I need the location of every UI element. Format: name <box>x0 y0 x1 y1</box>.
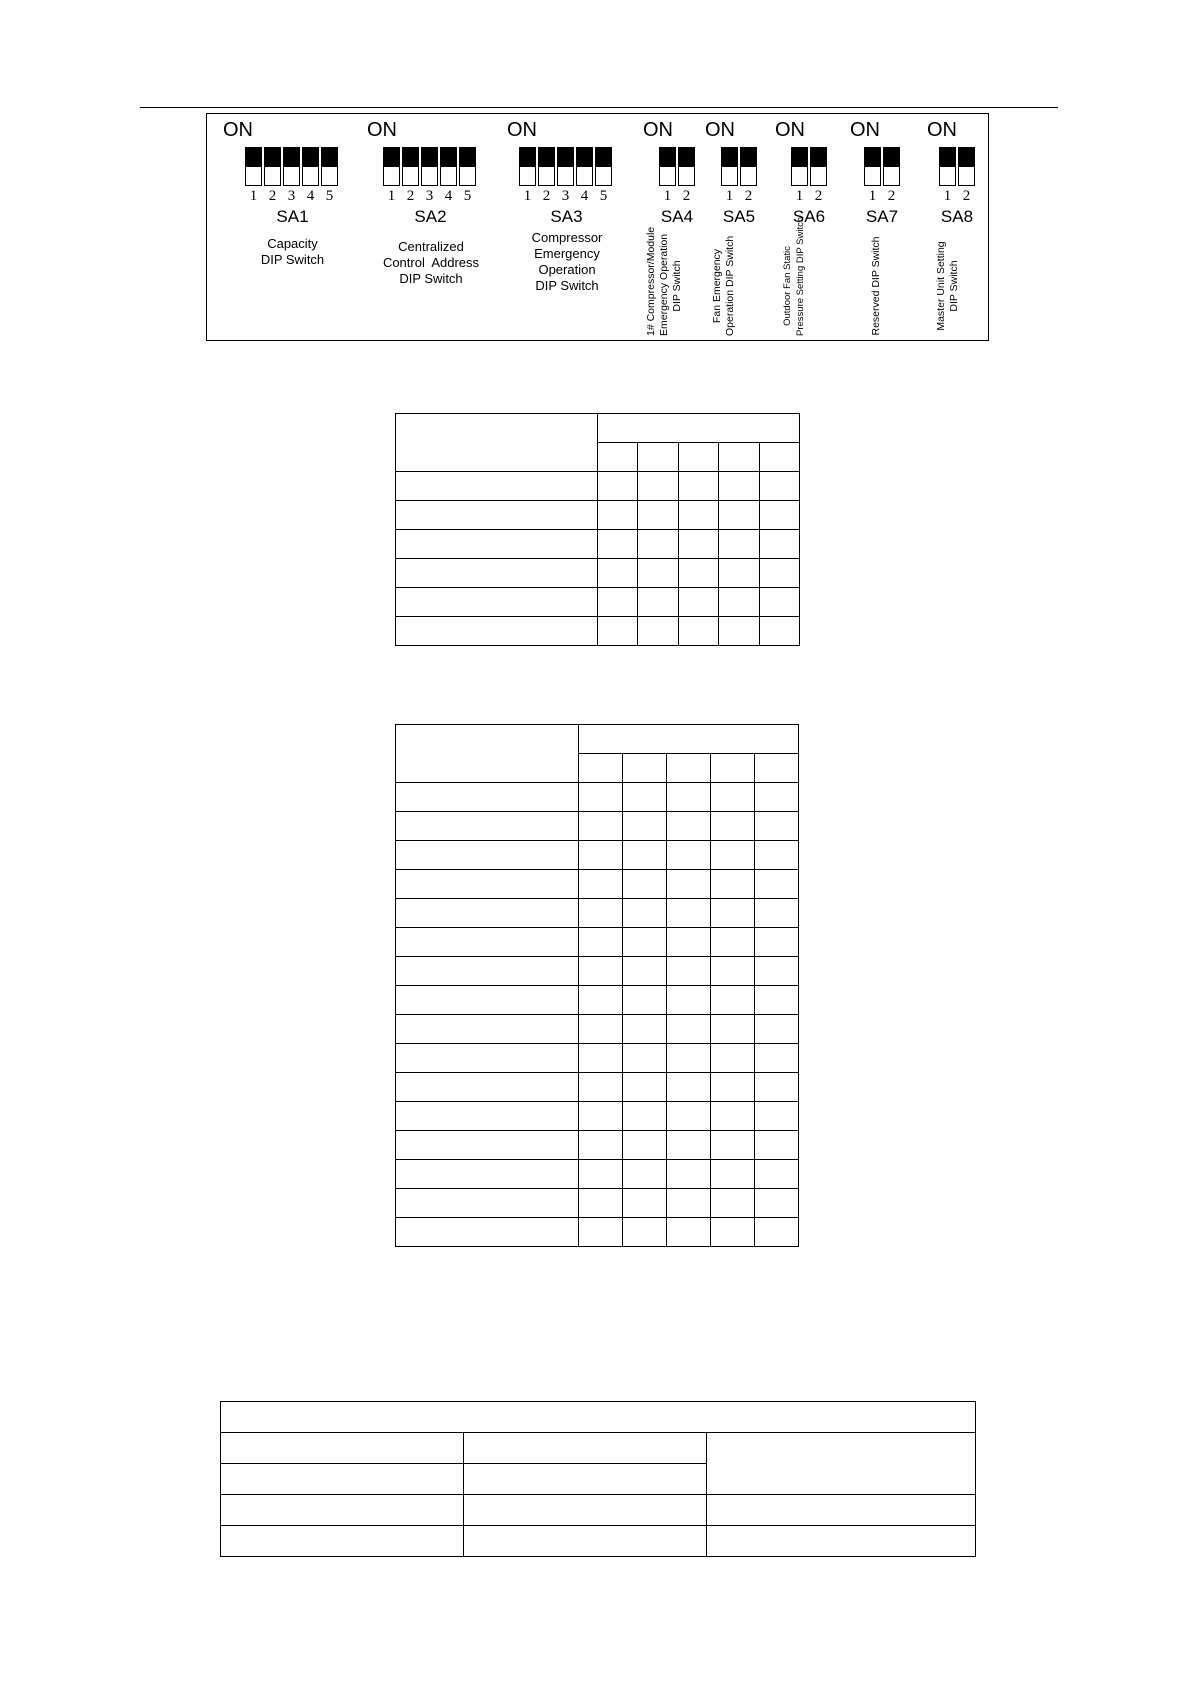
table-row <box>396 899 799 928</box>
table-cell <box>464 1464 707 1495</box>
table-cell <box>638 472 678 501</box>
switch-group-label: SA5 <box>722 207 756 226</box>
table-cell <box>711 1102 755 1131</box>
dip-switch[interactable] <box>459 147 476 186</box>
desc-line: DIP Switch <box>671 260 683 312</box>
table-cell <box>464 1526 707 1557</box>
switch-group-description <box>711 236 751 336</box>
table-cell <box>623 1015 667 1044</box>
dip-switch[interactable] <box>402 147 419 186</box>
dip-switch[interactable] <box>576 147 593 186</box>
table-cell <box>396 783 579 812</box>
table-cell <box>579 957 623 986</box>
desc-line: DIP Switch <box>535 278 599 293</box>
table-header-row <box>221 1402 976 1433</box>
table-cell <box>598 414 800 443</box>
table-cell <box>598 443 638 472</box>
table-row <box>396 530 800 559</box>
switch-number: 1 <box>943 188 952 204</box>
table-cell <box>711 928 755 957</box>
table-cell <box>667 841 711 870</box>
table-row <box>396 783 799 812</box>
table-cell <box>579 1131 623 1160</box>
table-cell <box>667 986 711 1015</box>
desc-line: Operation <box>538 262 596 277</box>
table-cell <box>623 1044 667 1073</box>
table-cell <box>678 559 718 588</box>
desc-line: 1# Compressor/Module <box>645 226 657 336</box>
switch-number: 5 <box>599 188 608 204</box>
on-label: ON <box>705 119 735 141</box>
table-cell <box>396 472 598 501</box>
table-cell <box>755 783 799 812</box>
table-cell <box>579 1015 623 1044</box>
switch-group-label: SA1 <box>276 207 309 226</box>
table-cell <box>667 1189 711 1218</box>
table-cell <box>711 957 755 986</box>
table-cell <box>623 899 667 928</box>
table-row <box>396 1131 799 1160</box>
desc-line: DIP Switch <box>399 271 463 286</box>
table-cell <box>755 812 799 841</box>
switch-number: 1 <box>249 188 258 204</box>
table-cell <box>396 1131 579 1160</box>
switch-number: 2 <box>814 188 823 204</box>
table-cell <box>755 870 799 899</box>
table-cell <box>396 899 579 928</box>
switch-number: 2 <box>406 188 415 204</box>
table-cell <box>667 1044 711 1073</box>
table-header-row <box>396 725 799 754</box>
table-cell <box>755 1102 799 1131</box>
table-cell <box>579 1189 623 1218</box>
table-cell <box>711 1189 755 1218</box>
table-row <box>396 617 800 646</box>
table-cell <box>759 559 799 588</box>
table-cell <box>667 783 711 812</box>
table-cell <box>623 870 667 899</box>
table-cell <box>579 928 623 957</box>
table-cell <box>221 1464 464 1495</box>
desc-line: Operation DIP Switch <box>724 235 736 336</box>
table-cell <box>598 501 638 530</box>
table-cell <box>221 1433 464 1464</box>
desc-line: Centralized <box>398 239 464 254</box>
table-cell <box>396 1015 579 1044</box>
dip-switch[interactable] <box>659 147 676 186</box>
dip-switch[interactable] <box>864 147 881 186</box>
switch-group-description <box>367 239 495 287</box>
table-cell <box>755 1073 799 1102</box>
table-cell <box>579 1044 623 1073</box>
address-setting-table <box>395 724 799 1247</box>
desc-line: Outdoor Fan Static <box>782 246 793 326</box>
dip-switch[interactable] <box>791 147 808 186</box>
table-cell <box>719 472 759 501</box>
dip-switch[interactable] <box>557 147 574 186</box>
desc-line: Master Unit Setting <box>935 241 947 331</box>
table-cell <box>667 928 711 957</box>
table-cell <box>623 754 667 783</box>
table-cell <box>598 530 638 559</box>
table-cell <box>678 501 718 530</box>
table-row <box>396 870 799 899</box>
switch-number: 3 <box>561 188 570 204</box>
table-row <box>396 841 799 870</box>
table-cell <box>678 617 718 646</box>
on-label: ON <box>775 119 805 141</box>
table-cell <box>711 1131 755 1160</box>
dip-switch[interactable] <box>939 147 956 186</box>
table-cell <box>623 1073 667 1102</box>
table-cell <box>638 443 678 472</box>
table-cell <box>579 783 623 812</box>
table-cell <box>711 899 755 928</box>
table-cell <box>667 899 711 928</box>
desc-line: Reserved DIP Switch <box>870 236 882 336</box>
table-row <box>396 1073 799 1102</box>
table-cell <box>623 1131 667 1160</box>
table-cell <box>667 957 711 986</box>
dip-switch[interactable] <box>302 147 319 186</box>
table-cell <box>759 472 799 501</box>
table-cell <box>719 617 759 646</box>
table-cell <box>719 588 759 617</box>
table-cell <box>579 1160 623 1189</box>
dip-switch[interactable] <box>538 147 555 186</box>
dip-switch[interactable] <box>958 147 975 186</box>
table-cell <box>711 783 755 812</box>
desc-line: Control Address <box>382 255 480 270</box>
switch-group-label: SA2 <box>414 207 447 226</box>
table-cell <box>396 1102 579 1131</box>
table-cell <box>678 443 718 472</box>
table-cell <box>711 1218 755 1247</box>
table-cell <box>707 1526 976 1557</box>
table-cell <box>678 588 718 617</box>
table-row <box>396 1160 799 1189</box>
table-cell <box>396 1160 579 1189</box>
table-cell <box>667 812 711 841</box>
table-cell <box>759 617 799 646</box>
desc-line: Emergency Operation <box>658 233 670 336</box>
switch-number: 2 <box>542 188 551 204</box>
table-cell <box>221 1495 464 1526</box>
table-cell <box>623 783 667 812</box>
table-cell <box>623 1160 667 1189</box>
table-header-row <box>396 414 800 443</box>
table-cell <box>579 1073 623 1102</box>
desc-line: Fan Emergency <box>711 248 723 324</box>
dip-switch[interactable] <box>283 147 300 186</box>
table-row <box>396 928 799 957</box>
table-cell <box>719 443 759 472</box>
dip-switch[interactable] <box>519 147 536 186</box>
table-cell <box>755 1189 799 1218</box>
table-cell <box>667 1073 711 1102</box>
switch-group-description <box>870 236 894 336</box>
table-cell <box>396 928 579 957</box>
table-cell <box>711 1073 755 1102</box>
table-cell <box>396 1189 579 1218</box>
table-cell <box>711 754 755 783</box>
table-cell <box>759 443 799 472</box>
table-row <box>396 1189 799 1218</box>
on-label: ON <box>927 119 957 141</box>
table-row <box>396 986 799 1015</box>
switch-group-description <box>935 236 975 336</box>
switch-number: 1 <box>795 188 804 204</box>
table-cell <box>396 559 598 588</box>
switch-number: 4 <box>306 188 315 204</box>
header-rule <box>140 107 1058 108</box>
table-cell <box>221 1526 464 1557</box>
table-cell <box>396 588 598 617</box>
table-cell <box>623 957 667 986</box>
switch-group-label: SA8 <box>940 207 974 226</box>
table-cell <box>638 617 678 646</box>
table-cell <box>623 928 667 957</box>
table-cell <box>579 1218 623 1247</box>
dip-switch[interactable] <box>721 147 738 186</box>
switch-group-label: SA3 <box>550 207 583 226</box>
dip-switch[interactable] <box>740 147 757 186</box>
table-row <box>396 1015 799 1044</box>
on-label: ON <box>850 119 880 141</box>
switch-group-label: SA7 <box>865 207 899 226</box>
table-cell <box>579 870 623 899</box>
table-cell <box>396 812 579 841</box>
on-label: ON <box>223 119 253 141</box>
table-cell <box>598 559 638 588</box>
table-cell <box>396 957 579 986</box>
table-cell <box>755 1218 799 1247</box>
emergency-operation-table <box>220 1401 976 1557</box>
switch-group-label: SA6 <box>792 207 826 226</box>
table-row <box>396 588 800 617</box>
table-cell <box>667 1160 711 1189</box>
table-row <box>396 501 800 530</box>
table-cell <box>579 725 799 754</box>
table-cell <box>638 588 678 617</box>
table-row <box>396 472 800 501</box>
table-row <box>396 812 799 841</box>
switch-number: 5 <box>325 188 334 204</box>
switch-number: 3 <box>425 188 434 204</box>
table-cell <box>598 472 638 501</box>
switch-number: 1 <box>523 188 532 204</box>
table-cell <box>598 588 638 617</box>
dip-switch[interactable] <box>264 147 281 186</box>
table-cell <box>755 928 799 957</box>
table-cell <box>678 472 718 501</box>
table-cell <box>623 986 667 1015</box>
table-cell <box>711 1160 755 1189</box>
table-row <box>396 957 799 986</box>
desc-line: Emergency <box>534 246 600 261</box>
switch-number: 2 <box>962 188 971 204</box>
table-row <box>396 1102 799 1131</box>
dip-switch[interactable] <box>678 147 695 186</box>
switch-group-description <box>645 226 697 336</box>
on-label: ON <box>643 119 673 141</box>
table-cell <box>464 1433 707 1464</box>
table-cell <box>396 617 598 646</box>
table-cell <box>579 812 623 841</box>
table-cell <box>579 986 623 1015</box>
table-cell <box>755 1044 799 1073</box>
table-cell <box>623 1189 667 1218</box>
table-cell <box>755 841 799 870</box>
table-cell <box>623 1102 667 1131</box>
table-cell <box>579 1102 623 1131</box>
desc-line: Capacity <box>267 236 318 251</box>
switch-number: 5 <box>463 188 472 204</box>
table-cell <box>396 1218 579 1247</box>
switch-group-label: SA4 <box>660 207 694 226</box>
table-cell <box>711 812 755 841</box>
table-cell <box>759 530 799 559</box>
table-cell <box>759 588 799 617</box>
switch-group-description <box>781 216 821 336</box>
dip-switch[interactable] <box>421 147 438 186</box>
table-cell <box>396 986 579 1015</box>
table-cell <box>396 414 598 472</box>
table-cell <box>711 870 755 899</box>
dip-switch[interactable] <box>383 147 400 186</box>
table-cell <box>623 812 667 841</box>
table-row <box>221 1433 976 1464</box>
table-cell <box>396 870 579 899</box>
switch-group-description <box>511 230 623 294</box>
table-cell <box>711 1015 755 1044</box>
table-cell <box>623 1218 667 1247</box>
on-label: ON <box>507 119 537 141</box>
table-row <box>396 559 800 588</box>
table-cell <box>667 870 711 899</box>
switch-group-description <box>235 236 350 268</box>
table-cell <box>638 501 678 530</box>
table-cell <box>719 501 759 530</box>
dip-switch[interactable] <box>245 147 262 186</box>
table-cell <box>755 899 799 928</box>
table-cell <box>755 1131 799 1160</box>
table-cell <box>396 530 598 559</box>
table-cell <box>667 1102 711 1131</box>
table-cell <box>667 754 711 783</box>
table-cell <box>711 841 755 870</box>
table-cell <box>755 754 799 783</box>
dip-switch-diagram <box>206 113 989 341</box>
table-row <box>221 1526 976 1557</box>
table-cell <box>598 617 638 646</box>
switch-number: 4 <box>580 188 589 204</box>
table-cell <box>396 501 598 530</box>
table-cell <box>638 530 678 559</box>
dip-switch[interactable] <box>883 147 900 186</box>
switch-number: 1 <box>725 188 734 204</box>
table-row <box>396 1044 799 1073</box>
table-cell <box>579 754 623 783</box>
table-cell <box>707 1495 976 1526</box>
switch-number: 1 <box>663 188 672 204</box>
switch-number: 4 <box>444 188 453 204</box>
table-cell <box>711 986 755 1015</box>
desc-line: Compressor <box>531 230 603 245</box>
capacity-setting-table <box>395 413 800 646</box>
table-cell <box>755 1160 799 1189</box>
switch-number: 2 <box>744 188 753 204</box>
on-label: ON <box>367 119 397 141</box>
table-row <box>221 1495 976 1526</box>
table-cell <box>396 725 579 783</box>
table-cell <box>221 1402 976 1433</box>
table-cell <box>667 1131 711 1160</box>
table-cell <box>667 1218 711 1247</box>
dip-switch[interactable] <box>595 147 612 186</box>
table-cell <box>707 1433 976 1495</box>
table-cell <box>755 957 799 986</box>
switch-number: 1 <box>387 188 396 204</box>
table-cell <box>711 1044 755 1073</box>
table-cell <box>579 899 623 928</box>
table-cell <box>678 530 718 559</box>
switch-number: 3 <box>287 188 296 204</box>
dip-switch[interactable] <box>440 147 457 186</box>
table-cell <box>755 1015 799 1044</box>
switch-number: 2 <box>268 188 277 204</box>
table-row <box>396 1218 799 1247</box>
table-cell <box>579 841 623 870</box>
table-cell <box>719 559 759 588</box>
table-cell <box>638 559 678 588</box>
switch-number: 2 <box>682 188 691 204</box>
switch-number: 1 <box>868 188 877 204</box>
table-cell <box>623 841 667 870</box>
table-cell <box>396 841 579 870</box>
table-cell <box>464 1495 707 1526</box>
table-cell <box>396 1044 579 1073</box>
table-cell <box>719 530 759 559</box>
desc-line: DIP Switch <box>948 260 960 312</box>
table-cell <box>759 501 799 530</box>
dip-switch[interactable] <box>810 147 827 186</box>
switch-number: 2 <box>887 188 896 204</box>
dip-switch[interactable] <box>321 147 338 186</box>
table-cell <box>755 986 799 1015</box>
desc-line: DIP Switch <box>260 252 325 267</box>
table-cell <box>396 1073 579 1102</box>
table-cell <box>667 1015 711 1044</box>
desc-line: Pressure Setting DIP Switch <box>795 216 806 336</box>
